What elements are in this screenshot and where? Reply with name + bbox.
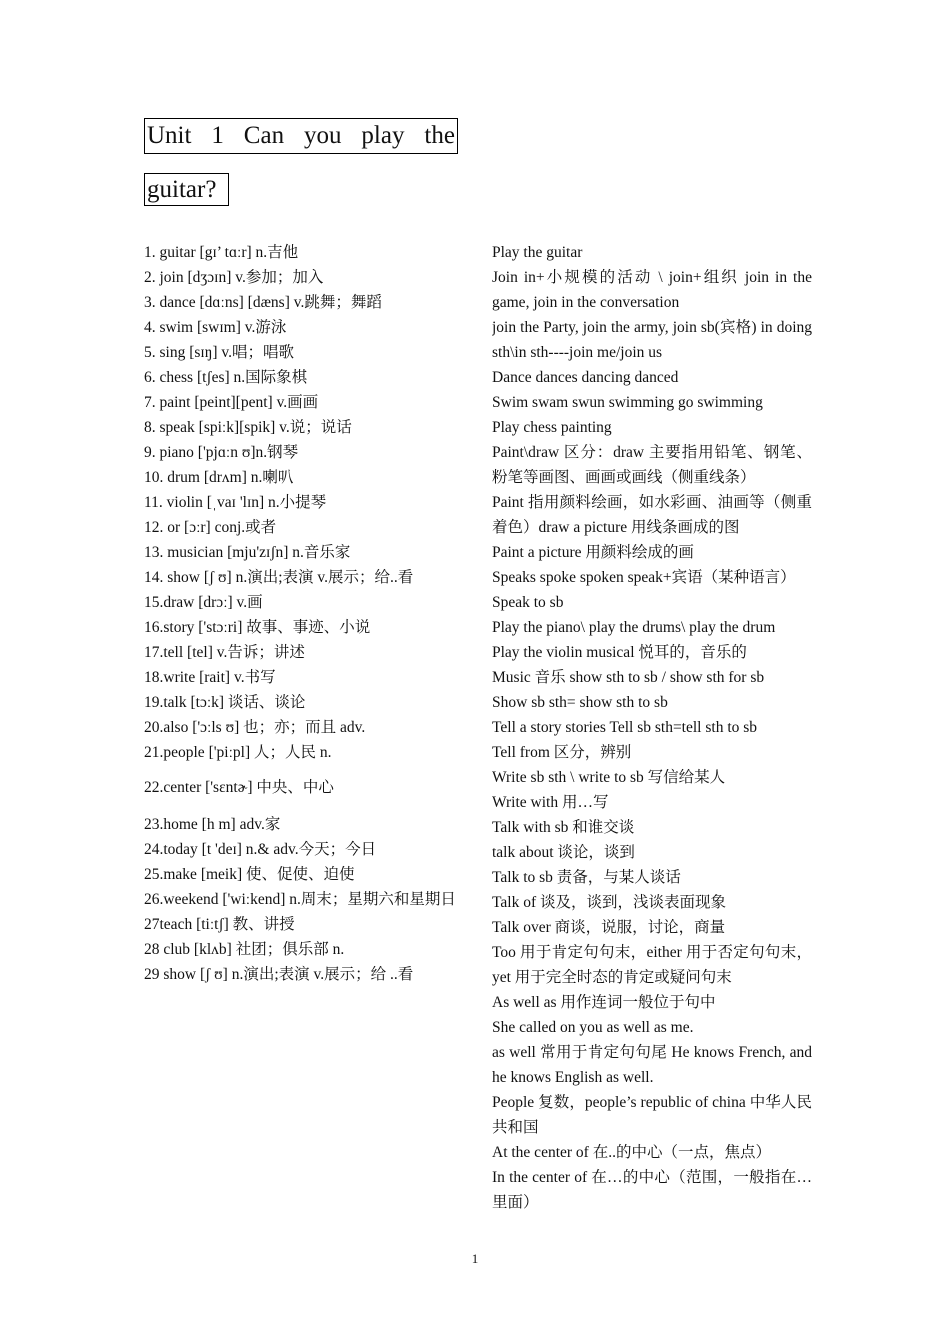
note-item: Music 音乐 show sth to sb / show sth for sb bbox=[492, 669, 765, 686]
note-item: In the center of 在…的中心（范围，一般指在…里面） bbox=[492, 1169, 812, 1211]
note-item: Too 用于肯定句句末，either 用于否定句句末，yet 用于完全时态的肯定或疑问句末 bbox=[492, 944, 812, 986]
note-item: Tell from 区分，辨别 bbox=[492, 744, 632, 761]
vocab-item: 15.draw [drɔː] v.画 bbox=[144, 594, 263, 611]
note-item: Paint a picture 用颜料绘成的画 bbox=[492, 544, 694, 561]
note-item: Talk over 商谈，说服，讨论，商量 bbox=[492, 919, 726, 936]
note-item: as well 常用于肯定句句尾 He knows French, and he knows English as well. bbox=[492, 1044, 812, 1086]
vocab-item: 9. piano ['pjɑːn ʊ]n.钢琴 bbox=[144, 444, 299, 461]
note-item: Write with 用…写 bbox=[492, 794, 609, 811]
note-item: Play the violin musical 悦耳的，音乐的 bbox=[492, 644, 747, 661]
vocab-item: 14. show [ʃ ʊ] n.演出;表演 v.展示；给..看 bbox=[144, 569, 414, 586]
vocab-item: 11. violin [ˌvaɪ 'lɪn] n.小提琴 bbox=[144, 494, 327, 511]
usage-notes bbox=[492, 240, 812, 1215]
title-word: Unit bbox=[147, 122, 192, 149]
vocab-item: 4. swim [swɪm] v.游泳 bbox=[144, 319, 287, 336]
note-item: Talk with sb 和谁交谈 bbox=[492, 819, 635, 836]
title-line-1 bbox=[144, 118, 458, 154]
vocab-item: 16.story ['stɔːri] 故事、事迹、小说 bbox=[144, 619, 371, 636]
note-item: Write sb sth \ write to sb 写信给某人 bbox=[492, 769, 726, 786]
vocab-item: 7. paint [peint][pent] v.画画 bbox=[144, 394, 319, 411]
vocab-item: 22.center ['sɛntɚ] 中央、中心 bbox=[144, 779, 334, 796]
note-item: Dance dances dancing danced bbox=[492, 369, 679, 386]
vocab-item: 26.weekend ['wiːkend] n.周末；星期六和星期日 bbox=[144, 891, 456, 908]
note-item: People 复数，people’s republic of china 中华人民共和国 bbox=[492, 1094, 812, 1136]
vocab-item: 8. speak [spiːk][spik] v.说；说话 bbox=[144, 419, 352, 436]
note-item: talk about 谈论，谈到 bbox=[492, 844, 635, 861]
title-word: 1 bbox=[211, 122, 224, 149]
vocab-item: 19.talk [tɔːk] 谈话、谈论 bbox=[144, 694, 306, 711]
vocab-item: 1. guitar [gɪ’ tɑːr] n.吉他 bbox=[144, 244, 299, 261]
page-number: 1 bbox=[471, 1251, 479, 1266]
note-item: Play the guitar bbox=[492, 244, 583, 261]
vocab-item: 27teach [tiːtʃ] 教、讲授 bbox=[144, 916, 295, 933]
vocab-item: 10. drum [drʌm] n.喇叭 bbox=[144, 469, 294, 486]
vocab-item: 23.home [h m] adv.家 bbox=[144, 816, 281, 833]
note-item: Join in+小规模的活动 \ join+组织 join in the game, join in the conversation bbox=[492, 269, 812, 311]
vocab-item: 21.people ['piːpl] 人；人民 n. bbox=[144, 744, 332, 761]
vocab-item: 13. musician [mju'zɪʃn] n.音乐家 bbox=[144, 544, 351, 561]
note-item: Show sb sth= show sth to sb bbox=[492, 694, 668, 711]
vocab-item: 25.make [meik] 使、促使、迫使 bbox=[144, 866, 355, 883]
note-item: She called on you as well as me. bbox=[492, 1019, 694, 1036]
title-line-2: guitar? bbox=[144, 173, 229, 206]
vocab-item: 6. chess [tʃes] n.国际象棋 bbox=[144, 369, 308, 386]
vocab-item: 28 club [klʌb] 社团；俱乐部 n. bbox=[144, 941, 345, 958]
note-item: join the Party, join the army, join sb(宾格) in doing sth\in sth----join me/join us bbox=[492, 319, 812, 361]
note-item: Speak to sb bbox=[492, 594, 564, 611]
note-item: Paint\draw 区分：draw 主要指用铅笔、钢笔、粉笔等画图、画画或画线（侧重线条） bbox=[492, 444, 812, 486]
note-item: As well as 用作连词一般位于句中 bbox=[492, 994, 716, 1011]
note-item: At the center of 在..的中心（一点，焦点） bbox=[492, 1144, 771, 1161]
note-item: Swim swam swun swimming go swimming bbox=[492, 394, 763, 411]
vocab-item: 20.also ['ɔːls ʊ] 也；亦；而且 adv. bbox=[144, 719, 366, 736]
title-word: the bbox=[424, 122, 455, 149]
note-item: Play chess painting bbox=[492, 419, 612, 436]
title-word: Can bbox=[243, 122, 285, 149]
note-item: Talk to sb 责备，与某人谈话 bbox=[492, 869, 681, 886]
note-item: Speaks spoke spoken speak+宾语（某种语言） bbox=[492, 569, 796, 586]
vocab-item: 24.today [t 'deɪ] n.& adv.今天；今日 bbox=[144, 841, 377, 858]
note-item: Play the piano\ play the drums\ play the drum bbox=[492, 619, 776, 636]
title-word: you bbox=[304, 122, 342, 149]
note-item: Talk of 谈及，谈到，浅谈表面现象 bbox=[492, 894, 726, 911]
vocab-item: 18.write [rait] v.书写 bbox=[144, 669, 276, 686]
note-item: Paint 指用颜料绘画，如水彩画、油画等（侧重着色）draw a picture 用线条画成的图 bbox=[492, 494, 812, 536]
vocab-item: 29 show [ʃ ʊ] n.演出;表演 v.展示；给 ..看 bbox=[144, 966, 414, 983]
vocab-item: 2. join [dʒɔɪn] v.参加；加入 bbox=[144, 269, 324, 286]
vocab-item: 5. sing [sɪŋ] v.唱；唱歌 bbox=[144, 344, 295, 361]
note-item: Tell a story stories Tell sb sth=tell sth to sb bbox=[492, 719, 758, 736]
title-word: play bbox=[361, 122, 405, 149]
vocab-item: 12. or [ɔːr] conj.或者 bbox=[144, 519, 277, 536]
vocabulary-list bbox=[144, 240, 464, 987]
vocab-item: 17.tell [tel] v.告诉；讲述 bbox=[144, 644, 305, 661]
vocab-item: 3. dance [dɑːns] [dæns] v.跳舞；舞蹈 bbox=[144, 294, 382, 311]
